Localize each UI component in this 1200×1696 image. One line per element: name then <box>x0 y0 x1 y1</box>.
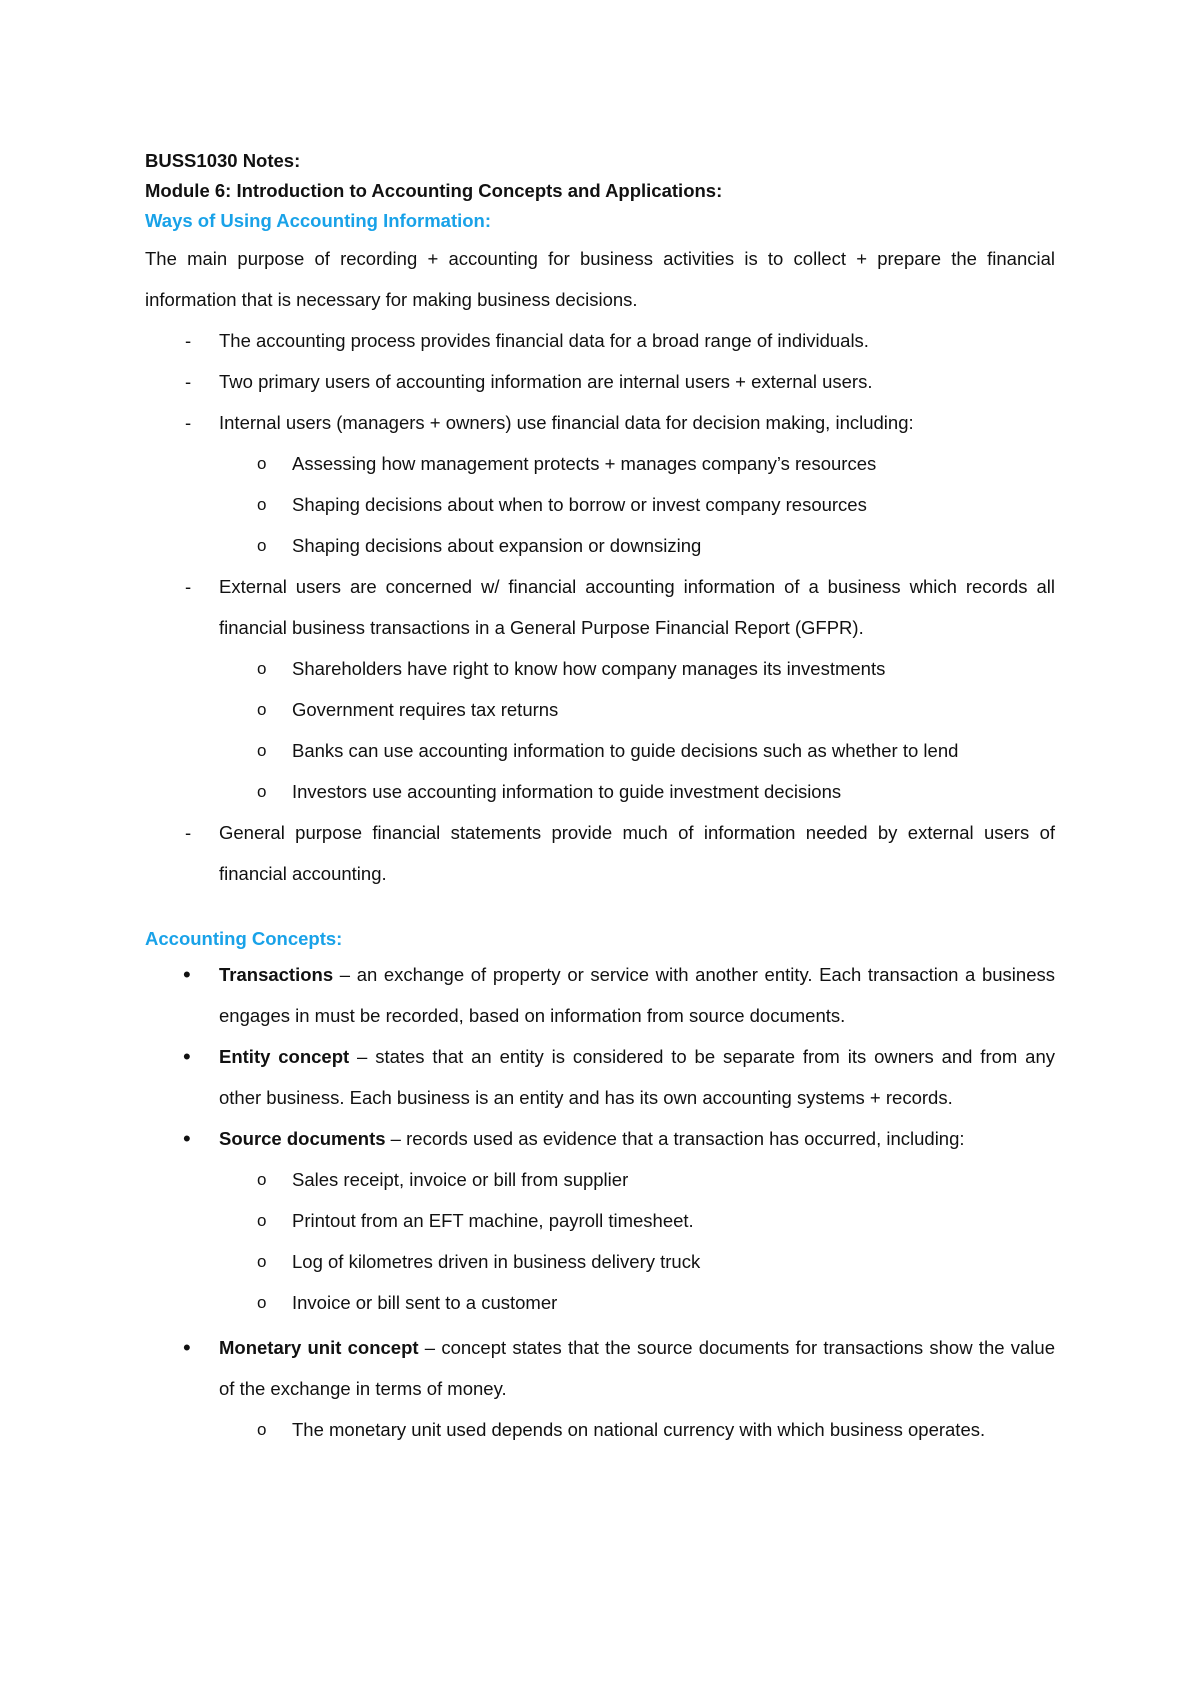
sub-list-item: o Sales receipt, invoice or bill from supplier <box>145 1159 1055 1200</box>
sub-list-item: o Investors use accounting information to guide investment decisions <box>145 771 1055 812</box>
sub-list-item: o The monetary unit used depends on national currency with which business operates. <box>145 1409 1055 1450</box>
sub-list-item: o Shaping decisions about expansion or downsizing <box>145 525 1055 566</box>
dash-marker: - <box>185 371 192 392</box>
circle-marker: o <box>257 1211 267 1230</box>
list-item: - External users are concerned w/ financial accounting information of a business which records all financial business transactions in a General Purpose Financial Report (GFPR). <box>145 566 1055 648</box>
circle-marker: o <box>257 1252 267 1271</box>
list-item: - Internal users (managers + owners) use financial data for decision making, including: <box>145 402 1055 443</box>
sub-list-item: o Shaping decisions about when to borrow or invest company resources <box>145 484 1055 525</box>
circle-marker: o <box>257 454 267 473</box>
concept-desc: – concept states that the source documents for transactions show the value of the exchange in terms of money. <box>219 1337 1055 1399</box>
section-heading-concepts: Accounting Concepts: <box>145 928 343 949</box>
sub-list-item: o Invoice or bill sent to a customer <box>145 1282 1055 1323</box>
circle-marker: o <box>257 741 267 760</box>
concept-item-source-documents <box>145 1118 1055 1159</box>
concept-item-entity <box>145 1036 1055 1118</box>
concept-desc: – an exchange of property or service with another entity. Each transaction a business engages in must be recorded, based on information from source documents. <box>219 964 1055 1026</box>
section-heading-ways: Ways of Using Accounting Information: <box>145 210 492 231</box>
sub-list-item: o Shareholders have right to know how company manages its investments <box>145 648 1055 689</box>
concept-item-monetary-unit <box>145 1327 1055 1409</box>
concept-term: Source documents <box>219 1128 386 1149</box>
concept-term: Monetary unit concept <box>219 1337 419 1358</box>
dash-marker: - <box>185 822 192 843</box>
circle-marker: o <box>257 1420 267 1439</box>
concept-desc: – states that an entity is considered to be separate from its owners and from any other business. Each business is an entity and has its own accounting systems + records. <box>219 1046 1055 1108</box>
spacer <box>145 894 1055 924</box>
list-item: - General purpose financial statements provide much of information needed by external users of financial accounting. <box>145 812 1055 894</box>
circle-marker: o <box>257 495 267 514</box>
sub-list-item: o Government requires tax returns <box>145 689 1055 730</box>
concept-item-transactions <box>145 954 1055 1036</box>
dash-marker: - <box>185 576 192 597</box>
doc-title: BUSS1030 Notes: <box>145 150 301 171</box>
concept-desc: – records used as evidence that a transaction has occurred, including: <box>385 1128 965 1149</box>
bullet-marker: • <box>183 962 191 987</box>
dash-marker: - <box>185 330 192 351</box>
sub-list-item: o Printout from an EFT machine, payroll timesheet. <box>145 1200 1055 1241</box>
sub-list-item: o Log of kilometres driven in business delivery truck <box>145 1241 1055 1282</box>
dash-marker: - <box>185 412 192 433</box>
circle-marker: o <box>257 536 267 555</box>
circle-marker: o <box>257 659 267 678</box>
bullet-marker: • <box>183 1335 191 1360</box>
module-title: Module 6: Introduction to Accounting Concepts and Applications: <box>145 180 723 201</box>
concept-term: Transactions <box>219 964 334 985</box>
bullet-marker: • <box>183 1044 191 1069</box>
circle-marker: o <box>257 700 267 719</box>
sub-list-item: o Assessing how management protects + manages company’s resources <box>145 443 1055 484</box>
list-item: - The accounting process provides financial data for a broad range of individuals. <box>145 320 1055 361</box>
circle-marker: o <box>257 1293 267 1312</box>
concept-term: Entity concept <box>219 1046 350 1067</box>
sub-list-item: o Banks can use accounting information to guide decisions such as whether to lend <box>145 730 1055 771</box>
circle-marker: o <box>257 782 267 801</box>
circle-marker: o <box>257 1170 267 1189</box>
document-body <box>145 146 1055 1450</box>
list-item: - Two primary users of accounting information are internal users + external users. <box>145 361 1055 402</box>
bullet-marker: • <box>183 1126 191 1151</box>
intro-paragraph: The main purpose of recording + accounting for business activities is to collect + prepare the financial information that is necessary for making business decisions. <box>145 248 1055 310</box>
